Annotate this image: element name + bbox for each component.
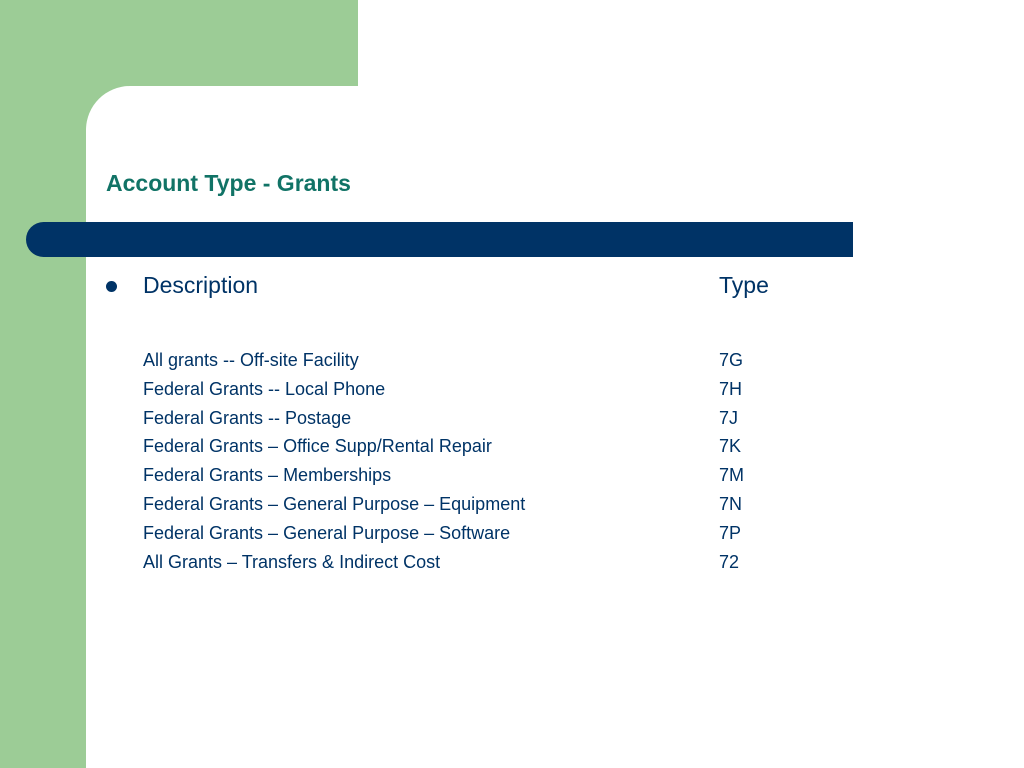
table-row bbox=[143, 436, 843, 465]
table-row bbox=[143, 465, 843, 494]
row-type: 7N bbox=[719, 493, 743, 514]
row-type: 7J bbox=[719, 407, 739, 428]
table-row bbox=[143, 523, 843, 552]
row-description: Federal Grants – General Purpose – Equipment bbox=[143, 493, 526, 514]
column-header-description: Description bbox=[143, 272, 259, 298]
table-row bbox=[143, 494, 843, 523]
row-type: 72 bbox=[719, 551, 740, 572]
table-row bbox=[143, 408, 843, 437]
row-description: Federal Grants -- Local Phone bbox=[143, 378, 386, 399]
table-row bbox=[143, 552, 843, 581]
account-type-list bbox=[143, 350, 843, 580]
title-divider-bar bbox=[26, 222, 853, 257]
table-row bbox=[143, 379, 843, 408]
row-type: 7H bbox=[719, 378, 743, 399]
table-row bbox=[143, 350, 843, 379]
row-type: 7K bbox=[719, 436, 742, 457]
row-type: 7M bbox=[719, 465, 745, 486]
row-type: 7P bbox=[719, 522, 742, 543]
column-header-type: Type bbox=[719, 272, 769, 298]
row-description: All Grants – Transfers & Indirect Cost bbox=[143, 551, 441, 572]
row-description: All grants -- Off-site Facility bbox=[143, 350, 359, 370]
row-description: Federal Grants – Office Supp/Rental Repair bbox=[143, 436, 492, 457]
bullet-icon bbox=[106, 281, 117, 292]
row-description: Federal Grants – Memberships bbox=[143, 465, 392, 486]
row-description: Federal Grants -- Postage bbox=[143, 407, 352, 428]
slide-title: Account Type - Grants bbox=[106, 170, 351, 196]
top-white-area bbox=[358, 0, 1024, 90]
row-type: 7G bbox=[719, 350, 744, 370]
row-description: Federal Grants – General Purpose – Software bbox=[143, 522, 511, 543]
